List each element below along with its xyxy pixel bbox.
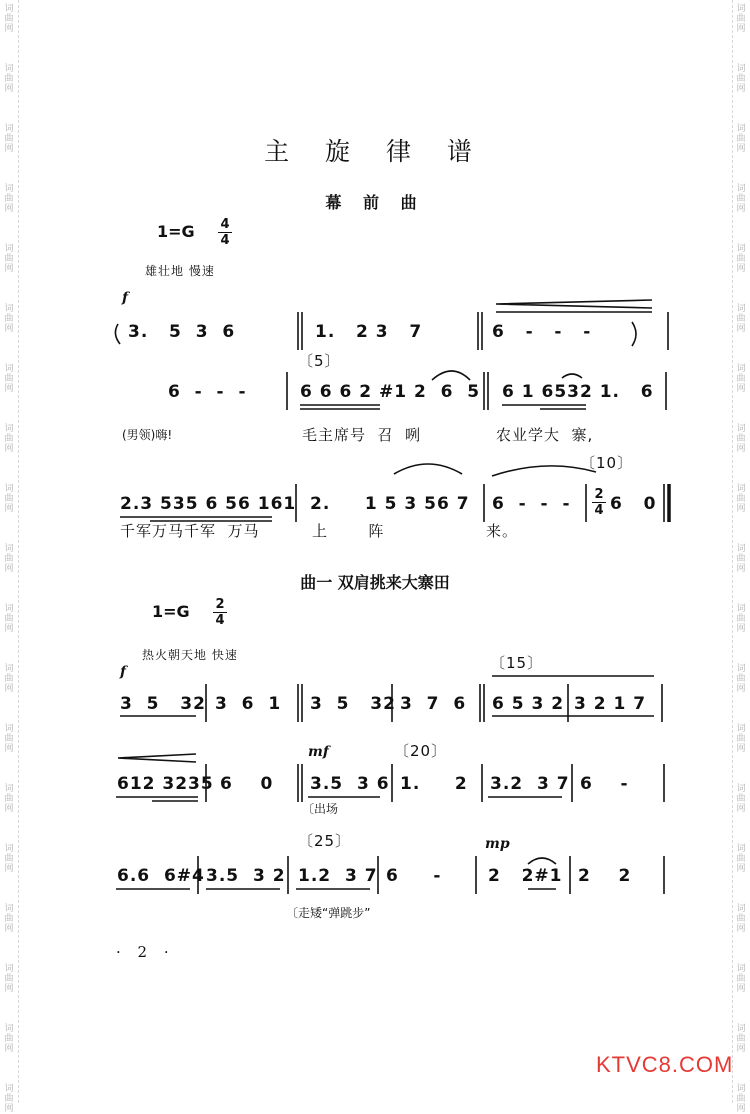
side-mark-text: 词曲网: [4, 304, 14, 334]
prelude-lyric-row3a: 千军万马千军 万马: [120, 522, 260, 540]
side-mark-text: 词曲网: [736, 904, 746, 934]
song1-row1-m6: 3 2 1 7: [574, 694, 647, 714]
side-mark-text: 词曲网: [736, 964, 746, 994]
side-mark-text: 词曲网: [736, 664, 746, 694]
prelude-row3-measure4: 6 0: [610, 494, 657, 514]
slur: [492, 466, 596, 476]
prelude-row1-measure2: 1. 2 3 7: [315, 322, 423, 342]
song1-key: 1=G: [152, 602, 190, 621]
site-watermark: KTVC8.COM: [596, 1052, 734, 1077]
side-mark-text: 词曲网: [4, 844, 14, 874]
rehearsal-mark-5: 〔5〕: [298, 352, 341, 370]
song1-note-entrance: 〔出场: [302, 802, 339, 816]
prelude-row2-measure2: 6 6 6 2 #1 2 6 5: [300, 382, 481, 402]
prelude-lyric-row2: 毛主席号 召 咧: [302, 426, 422, 444]
side-mark-text: 词曲网: [4, 604, 14, 634]
slur: [394, 464, 462, 474]
prelude-row1-measure3: 6 - - -: [492, 322, 592, 342]
song1-row1-m5: 6 5 3 2: [492, 694, 565, 714]
prelude-row3-measure1: 2.3 535 6 56 161: [120, 494, 297, 514]
song1-row2-m1: 612 3235: [117, 774, 214, 794]
side-mark-text: 词曲网: [736, 844, 746, 874]
side-mark-text: 词曲网: [4, 1024, 14, 1054]
song1-row1-m4: 3 7 6: [400, 694, 467, 714]
prelude-row2-measure3: 6 1 6532 1. 6: [502, 382, 654, 402]
prelude-row1-measure1: 3. 5 3 6: [128, 322, 236, 342]
song1-tempo: 热火朝天地 快速: [142, 648, 238, 662]
tie: [562, 374, 582, 378]
time-bottom: 4: [594, 503, 604, 518]
prelude-key: 1=G: [157, 222, 195, 241]
song1-row2-m4: 1. 2: [400, 774, 468, 794]
side-mark-text: 词曲网: [4, 364, 14, 394]
side-mark-text: 词曲网: [736, 304, 746, 334]
prelude-lyric-row3b: 上 阵: [312, 522, 385, 540]
song1-note-dance: 〔走矮“弹跳步”: [286, 906, 371, 920]
side-mark-text: 词曲网: [4, 244, 14, 274]
song1-row3-m5: 2 2#1: [488, 866, 563, 886]
side-mark-text: 词曲网: [736, 4, 746, 34]
side-mark-text: 词曲网: [4, 64, 14, 94]
prelude-row3-measure2: 2. 1 5 3 56 7: [310, 494, 470, 514]
page-number: · 2 ·: [116, 943, 175, 961]
side-mark-text: 词曲网: [736, 124, 746, 154]
side-mark-text: 词曲网: [736, 544, 746, 574]
side-mark-text: 词曲网: [736, 1084, 746, 1114]
prelude-row2-measure1: 6 - - -: [168, 382, 247, 402]
song1-title: 曲一 双肩挑来大寨田: [300, 573, 450, 592]
side-mark-text: 词曲网: [736, 724, 746, 754]
side-mark-text: 词曲网: [736, 184, 746, 214]
song1-row2-m6: 6 -: [580, 774, 629, 794]
prelude-lyric-role: (男领)嗨!: [122, 428, 173, 442]
prelude-row3-measure3: 6 - - -: [492, 494, 571, 514]
crescendo-hairpin: [496, 300, 652, 308]
song1-row2-m5: 3.2 3 7: [490, 774, 570, 794]
side-mark-text: 词曲网: [736, 64, 746, 94]
side-mark-text: 词曲网: [4, 484, 14, 514]
rehearsal-mark-20: 〔20〕: [394, 742, 448, 760]
slur: [115, 324, 120, 344]
song1-row2-m3: 3.5 3 6: [310, 774, 390, 794]
time-bottom: 4: [220, 233, 230, 248]
side-mark-text: 词曲网: [4, 544, 14, 574]
song1-dynamic: f: [120, 664, 127, 680]
side-mark-text: 词曲网: [4, 424, 14, 454]
side-mark-text: 词曲网: [4, 664, 14, 694]
side-mark-text: 词曲网: [4, 904, 14, 934]
prelude-dynamic: f: [122, 290, 129, 306]
side-mark-text: 词曲网: [4, 1084, 14, 1114]
prelude-tempo: 雄壮地 慢速: [145, 264, 215, 278]
side-mark-text: 词曲网: [4, 784, 14, 814]
song1-row3-m2: 3.5 3 2: [206, 866, 286, 886]
side-mark-text: 词曲网: [4, 124, 14, 154]
side-mark-text: 词曲网: [4, 4, 14, 34]
song1-row3-m1: 6.6 6#4: [117, 866, 205, 886]
tie: [528, 858, 556, 864]
time-top: 2: [594, 487, 604, 502]
song1-row3-m6: 2 2: [578, 866, 632, 886]
tie: [432, 371, 470, 380]
song1-row3-m3: 1.2 3 7: [298, 866, 378, 886]
song1-dynamic-mf: mf: [308, 744, 329, 760]
page-title: 主 旋 律 谱: [264, 137, 486, 166]
song1-row3-m4: 6 -: [386, 866, 442, 886]
side-mark-text: 词曲网: [736, 484, 746, 514]
side-mark-text: 词曲网: [736, 364, 746, 394]
side-mark-text: 词曲网: [736, 784, 746, 814]
prelude-lyric-row3c: 来。: [486, 522, 519, 540]
song1-row2-m2: 6 0: [220, 774, 274, 794]
time-top: 2: [215, 597, 225, 612]
crescendo-hairpin: [118, 754, 196, 762]
prelude-title: 幕 前 曲: [325, 193, 425, 212]
side-mark-text: 词曲网: [4, 964, 14, 994]
song1-row1-m2: 3 6 1: [215, 694, 282, 714]
side-mark-text: 词曲网: [736, 424, 746, 454]
side-mark-text: 词曲网: [736, 604, 746, 634]
side-mark-text: 词曲网: [736, 1024, 746, 1054]
slur: [632, 322, 636, 346]
time-bottom: 4: [215, 613, 225, 628]
song1-dynamic-mp: mp: [485, 836, 510, 852]
rehearsal-mark-15: 〔15〕: [490, 654, 544, 672]
song1-row1-m3: 3 5 32: [310, 694, 396, 714]
side-mark-text: 词曲网: [4, 184, 14, 214]
song1-row1-m1: 3 5 32: [120, 694, 206, 714]
rehearsal-mark-25: 〔25〕: [298, 832, 352, 850]
side-mark-text: 词曲网: [4, 724, 14, 754]
time-top: 4: [220, 217, 230, 232]
prelude-lyric-row2c: 农业学大 寨,: [496, 426, 594, 444]
side-mark-text: 词曲网: [736, 244, 746, 274]
rehearsal-mark-10: 〔10〕: [580, 454, 634, 472]
